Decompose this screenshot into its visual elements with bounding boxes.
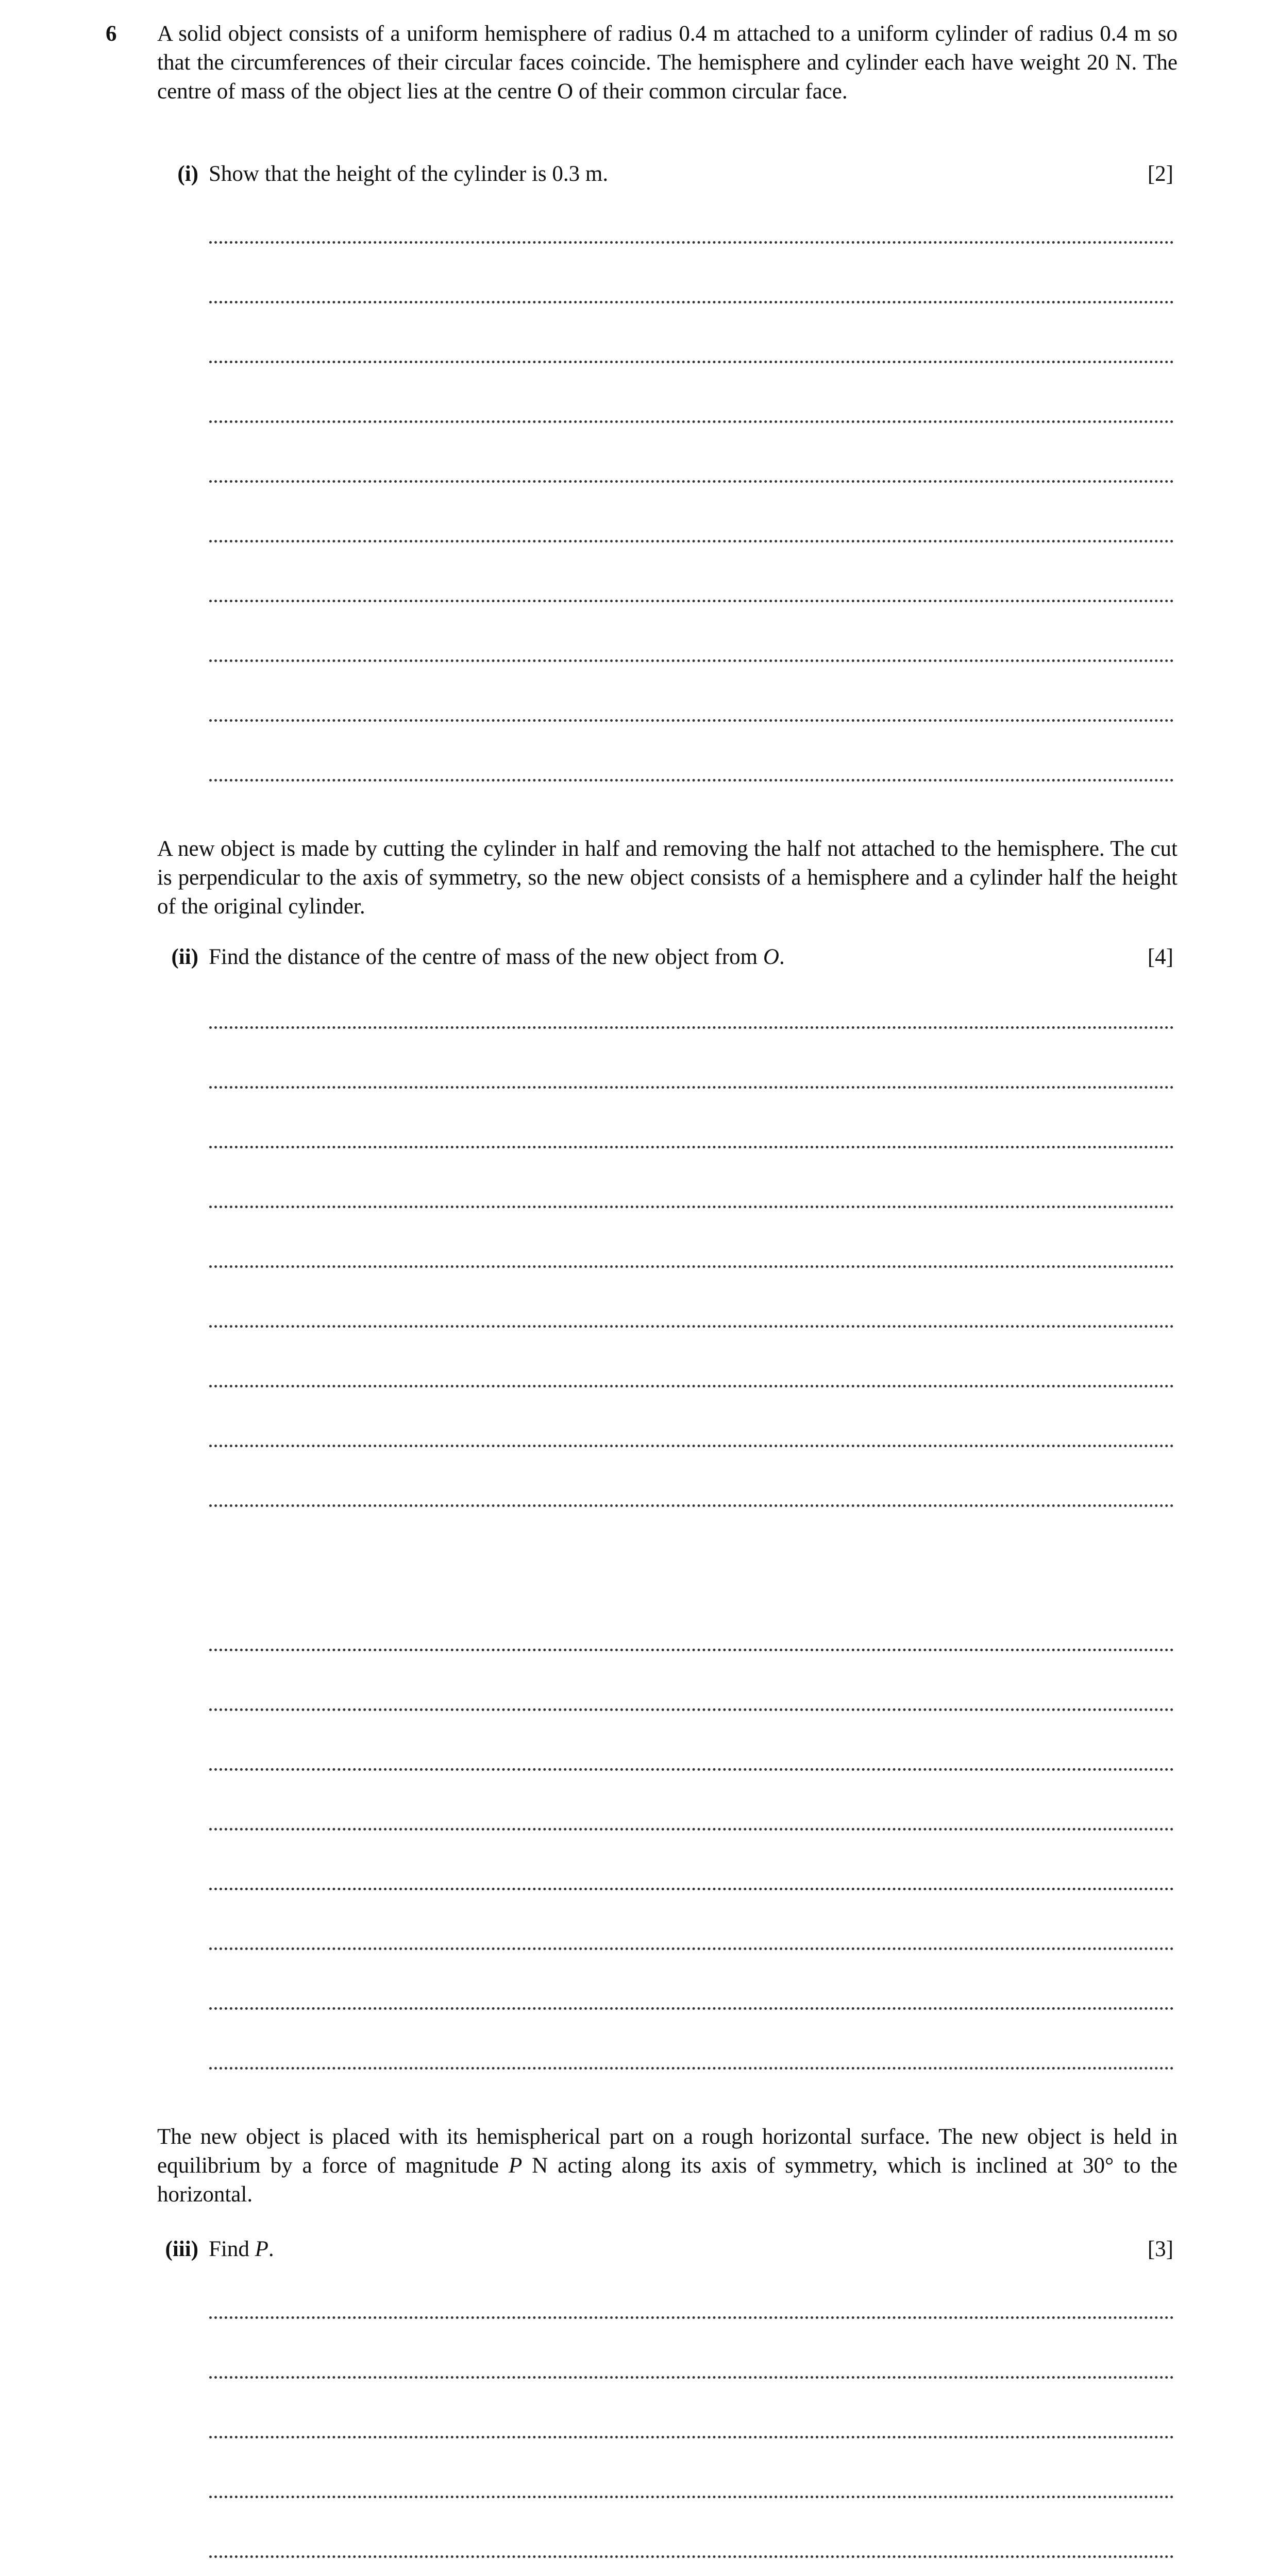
part-ii-marks: [4]: [1147, 945, 1173, 969]
part-iii-variable: P: [255, 2237, 268, 2261]
answer-line[interactable]: [209, 420, 1174, 423]
answer-line[interactable]: [209, 1445, 1174, 1447]
part-iii-marks: [3]: [1147, 2237, 1173, 2261]
answer-line[interactable]: [209, 540, 1174, 543]
answer-line[interactable]: [209, 2555, 1174, 2558]
part-i-marks: [2]: [1147, 162, 1173, 186]
answer-line[interactable]: [209, 1086, 1174, 1089]
part-iii-text: [209, 2235, 274, 2264]
final-paragraph: [157, 2123, 1178, 2209]
middle-paragraph: A new object is made by cutting the cylinder in half and removing the half not attached to the hemisphere. The cut is perpendicular to the axis of symmetry, so the new object consists of a hemisphere and a cylinder half the height of the original cylinder.: [157, 837, 1178, 919]
answer-line[interactable]: [209, 2007, 1174, 2010]
answer-line[interactable]: [209, 600, 1174, 602]
part-ii-label: (ii): [171, 945, 198, 969]
question-intro: [157, 20, 1178, 106]
answer-line[interactable]: [209, 2067, 1174, 2070]
intro-text: A solid object consists of a uniform hemisphere of radius 0.4 m attached to a uniform cylinder of radius 0.4 m so that the circumferences of their circular faces coincide. The hemisphere and cylinder each have weight 20 N. The centre of mass of the object lies at the centre O of their common circular face.: [157, 22, 1178, 104]
answer-line[interactable]: [209, 1504, 1174, 1507]
answer-line[interactable]: [209, 2496, 1174, 2498]
answer-line[interactable]: [209, 719, 1174, 722]
part-ii-text-before: Find the distance of the centre of mass of the new object from: [209, 945, 763, 969]
answer-line[interactable]: [209, 1265, 1174, 1268]
answer-line[interactable]: [209, 2436, 1174, 2438]
final-text-before: The new object is placed with its hemispherical part on a rough horizontal surface. The new object is held in equilibrium by a force of magnitude: [157, 2125, 1178, 2178]
answer-line[interactable]: [209, 1649, 1174, 1651]
part-ii-text: [209, 943, 785, 972]
answer-line[interactable]: [209, 2316, 1174, 2319]
part-iii-text-after: .: [268, 2237, 274, 2261]
answer-line[interactable]: [209, 1708, 1174, 1711]
part-iii-label: (iii): [165, 2237, 198, 2261]
answer-line[interactable]: [209, 1828, 1174, 1831]
answer-line[interactable]: [209, 241, 1174, 244]
answer-line[interactable]: [209, 1026, 1174, 1029]
answer-line[interactable]: [209, 1146, 1174, 1148]
answer-line[interactable]: [209, 1888, 1174, 1890]
answer-line[interactable]: [209, 779, 1174, 782]
answer-line[interactable]: [209, 361, 1174, 363]
question-number: 6: [106, 22, 117, 46]
answer-line[interactable]: [209, 659, 1174, 662]
part-i-text: Show that the height of the cylinder is 0.3 m.: [209, 162, 609, 186]
answer-line[interactable]: [209, 1947, 1174, 1950]
answer-line[interactable]: [209, 1325, 1174, 1328]
final-text-after: N acting along its axis of symmetry, which is inclined at 30° to the horizontal.: [157, 2154, 1178, 2207]
answer-line[interactable]: [209, 1385, 1174, 1387]
part-i-label: (i): [177, 162, 198, 186]
answer-line[interactable]: [209, 480, 1174, 483]
final-variable: P: [508, 2154, 523, 2178]
answer-line[interactable]: [209, 2376, 1174, 2379]
part-ii-variable: O: [763, 945, 779, 969]
part-iii-text-before: Find: [209, 2237, 255, 2261]
part-ii-text-after: .: [779, 945, 785, 969]
answer-line[interactable]: [209, 301, 1174, 303]
answer-line[interactable]: [209, 1206, 1174, 1208]
answer-line[interactable]: [209, 1768, 1174, 1771]
